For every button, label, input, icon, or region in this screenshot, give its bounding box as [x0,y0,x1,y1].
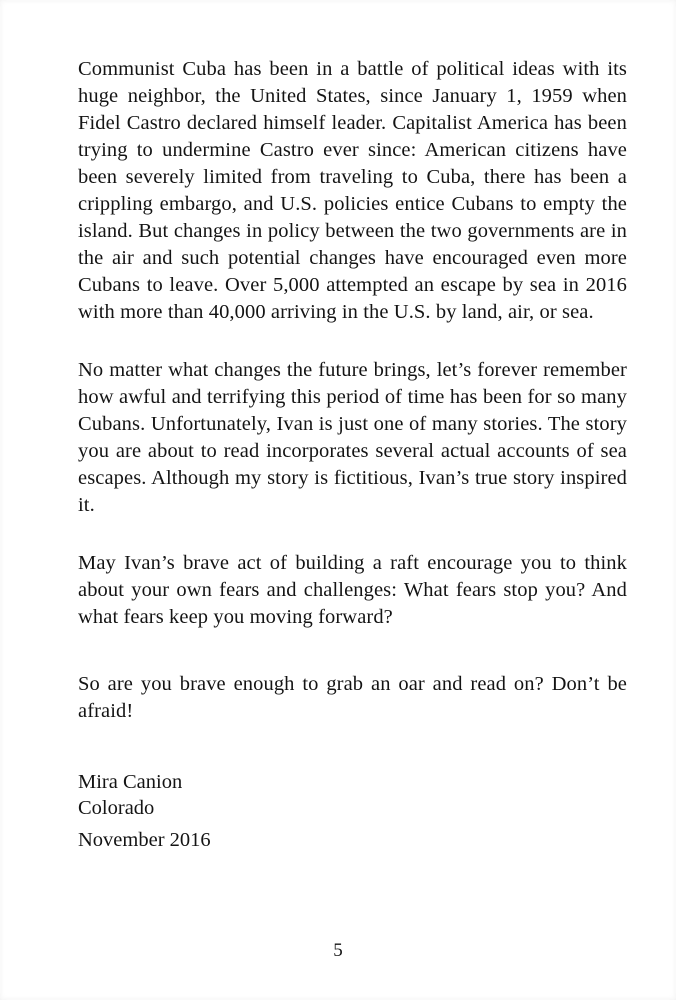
paragraph-remember: No matter what changes the future brings, let’s forever remember how awful and terrifying this period of time has been for so many Cubans. Unfortunately, Ivan is just one of many stories. The story you are about to read incorporates several actual accounts of sea escapes. Although my story is fictitious, Ivan’s true story inspired it. [78,359,627,516]
signature-block [78,769,627,853]
body-text [78,56,627,853]
paragraph-intro-cuba: Communist Cuba has been in a battle of political ideas with its huge neighbor, the United States, since January 1, 1959 when Fidel Castro declared himself leader. Capitalist America has been trying to undermine Castro ever since: American citizens have been severely limited from traveling to Cuba, there has been a crippling embargo, and U.S. policies entice Cubans to empty the island. But changes in policy between the two governments are in the air and such potential changes have encouraged even more Cubans to leave. Over 5,000 attempted an escape by sea in 2016 with more than 40,000 arriving in the U.S. by land, air, or sea. [78,58,627,323]
author-location: Colorado [78,797,155,819]
paragraph-read-on: So are you brave enough to grab an oar and read on? Don’t be afraid! [78,673,627,722]
page-number: 5 [333,940,343,961]
paragraph-encourage: May Ivan’s brave act of building a raft encourage you to think about your own fears and challenges: What fears stop you? And what fears keep you moving forward? [78,552,627,628]
signature-date: November 2016 [78,829,211,851]
author-name: Mira Canion [78,771,183,793]
